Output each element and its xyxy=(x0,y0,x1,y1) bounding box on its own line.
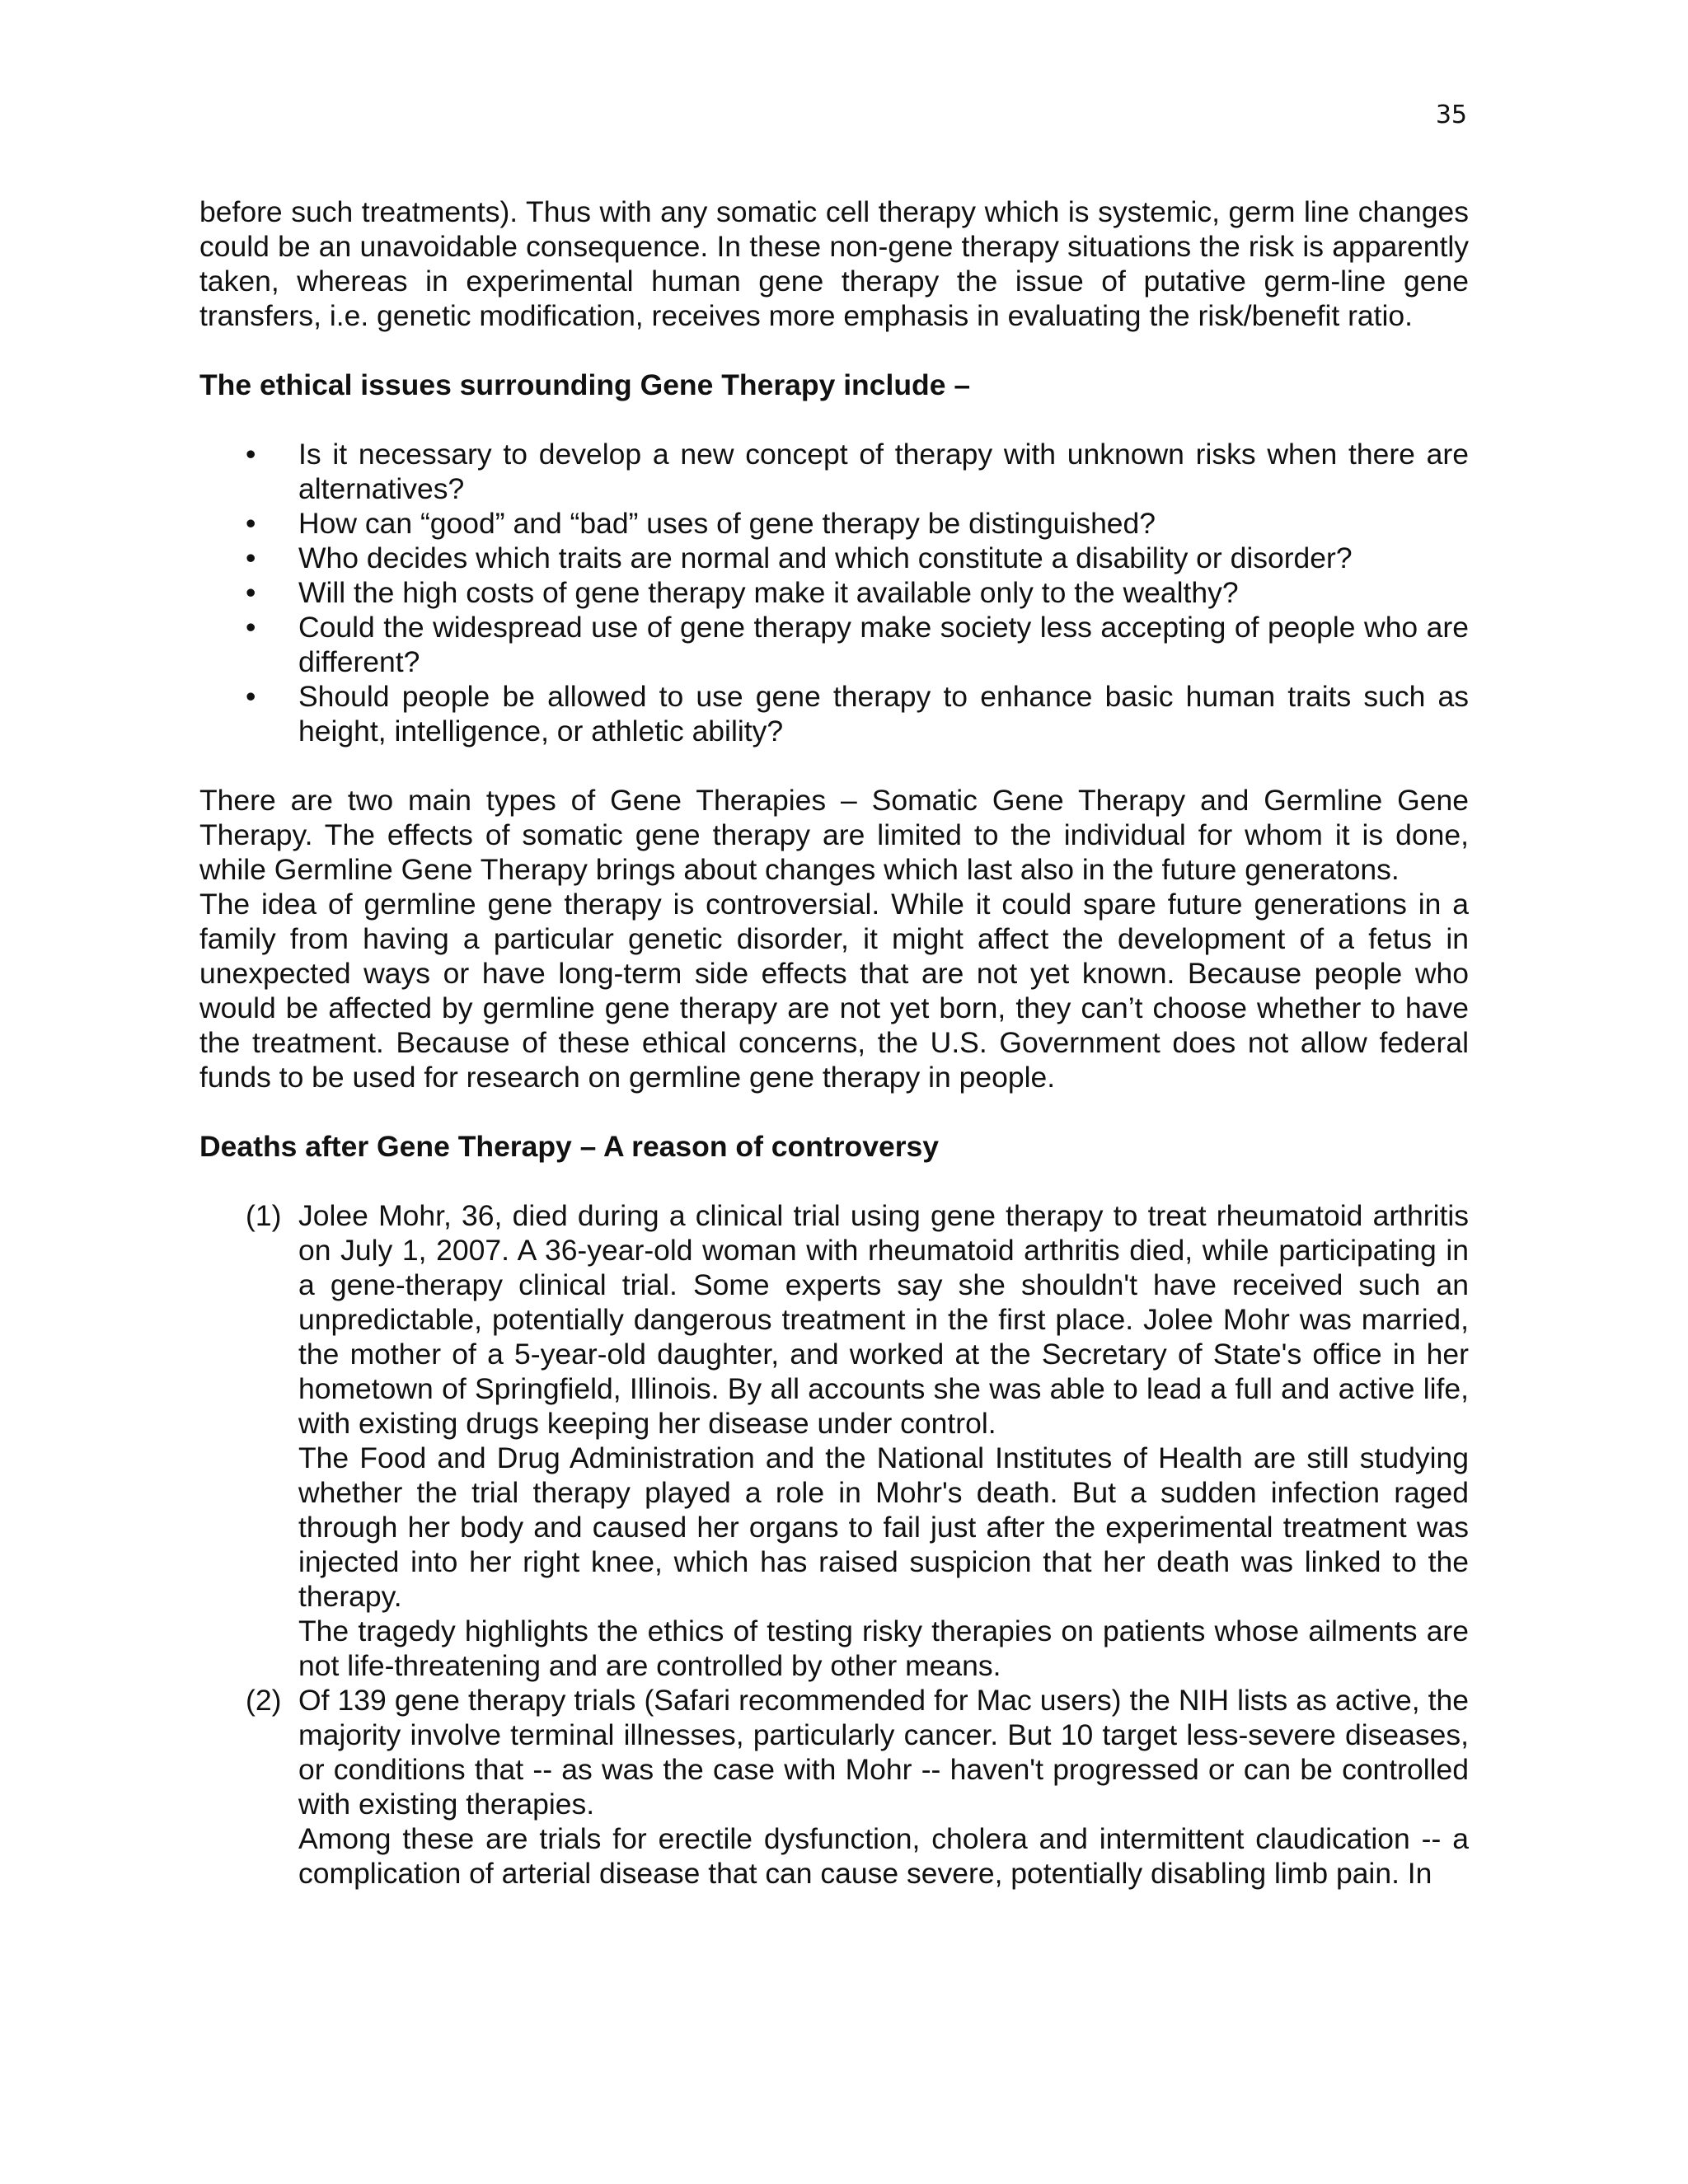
list-number: (2) xyxy=(246,1684,282,1717)
deaths-list-item xyxy=(199,1683,1469,1891)
spacer xyxy=(199,402,1469,437)
spacer xyxy=(199,333,1469,368)
list-item-paragraph: Of 139 gene therapy trials (Safari recommended for Mac users) the NIH lists as active, the majority involve terminal illnesses, particularly cancer. But 10 target less-severe diseases, or conditions that -- as was the case with Mohr -- haven't progressed or can be controlled with existing therapies. xyxy=(298,1684,1469,1821)
spacer xyxy=(199,1094,1469,1129)
germline-controversy-paragraph: The idea of germline gene therapy is controversial. While it could spare future generations in a family from having a particular genetic disorder, it might affect the development of a fetus in unexpected ways or have long-term side effects that are not yet known. Because people who would be affected by germline gene therapy are not yet born, they can’t choose whether to have the treatment. Because of these ethical concerns, the U.S. Government does not allow federal funds to be used for research on germline gene therapy in people. xyxy=(199,888,1469,1094)
page-number: 35 xyxy=(1435,101,1467,129)
ethics-heading: The ethical issues surrounding Gene Therapy include – xyxy=(199,368,971,401)
deaths-list xyxy=(199,1198,1469,1891)
deaths-list-item xyxy=(199,1198,1469,1683)
ethics-list-item: • Could the widespread use of gene therapy make society less accepting of people who are different? xyxy=(199,610,1469,679)
intro-paragraph: before such treatments). Thus with any somatic cell therapy which is systemic, germ line changes could be an unavoidable consequence. In these non-gene therapy situations the risk is apparently taken, whereas in experimental human gene therapy the issue of putative germ-line gene transfers, i.e. genetic modification, receives more emphasis in evaluating the risk/benefit ratio. xyxy=(199,195,1469,332)
list-number: (1) xyxy=(246,1199,282,1232)
ethics-list xyxy=(199,437,1469,748)
list-item-paragraph: Among these are trials for erectile dysfunction, cholera and intermittent claudication -- a complication of arterial disease that can cause severe, potentially disabling limb pain. In xyxy=(298,1822,1469,1890)
document-body xyxy=(199,194,1469,1891)
ethics-list-item: • Will the high costs of gene therapy make it available only to the wealthy? xyxy=(199,575,1469,610)
list-item-paragraph: The Food and Drug Administration and the National Institutes of Health are still studying whether the trial therapy played a role in Mohr's death. But a sudden infection raged through her body and caused her organs to fail just after the experimental treatment was injected into her right knee, which has raised suspicion that her death was linked to the therapy. xyxy=(298,1441,1469,1613)
list-item-paragraph: Jolee Mohr, 36, died during a clinical trial using gene therapy to treat rheumatoid arthritis on July 1, 2007. A 36-year-old woman with rheumatoid arthritis died, while participating in a gene-therapy clinical trial. Some experts say she shouldn't have received such an unpredictable, potentially dangerous treatment in the first place. Jolee Mohr was married, the mother of a 5-year-old daughter, and worked at the Secretary of State's office in her hometown of Springfield, Illinois. By all accounts she was able to lead a full and active life, with existing drugs keeping her disease under control. xyxy=(298,1199,1469,1440)
gene-therapy-types-paragraph: There are two main types of Gene Therapies – Somatic Gene Therapy and Germline Gene Therapy. The effects of somatic gene therapy are limited to the individual for whom it is done, while Germline Gene Therapy brings about changes which last also in the future generatons. xyxy=(199,784,1469,886)
ethics-list-item: • Who decides which traits are normal and which constitute a disability or disorder? xyxy=(199,541,1469,575)
spacer xyxy=(199,748,1469,783)
ethics-list-item: • How can “good” and “bad” uses of gene therapy be distinguished? xyxy=(199,506,1469,541)
spacer xyxy=(199,1164,1469,1198)
list-item-paragraph: The tragedy highlights the ethics of testing risky therapies on patients whose ailments are not life-threatening and are controlled by other means. xyxy=(298,1615,1469,1682)
ethics-list-item: • Is it necessary to develop a new concept of therapy with unknown risks when there are alternatives? xyxy=(199,437,1469,506)
ethics-list-item: • Should people be allowed to use gene therapy to enhance basic human traits such as height, intelligence, or athletic ability? xyxy=(199,679,1469,748)
deaths-heading: Deaths after Gene Therapy – A reason of controversy xyxy=(199,1130,939,1163)
